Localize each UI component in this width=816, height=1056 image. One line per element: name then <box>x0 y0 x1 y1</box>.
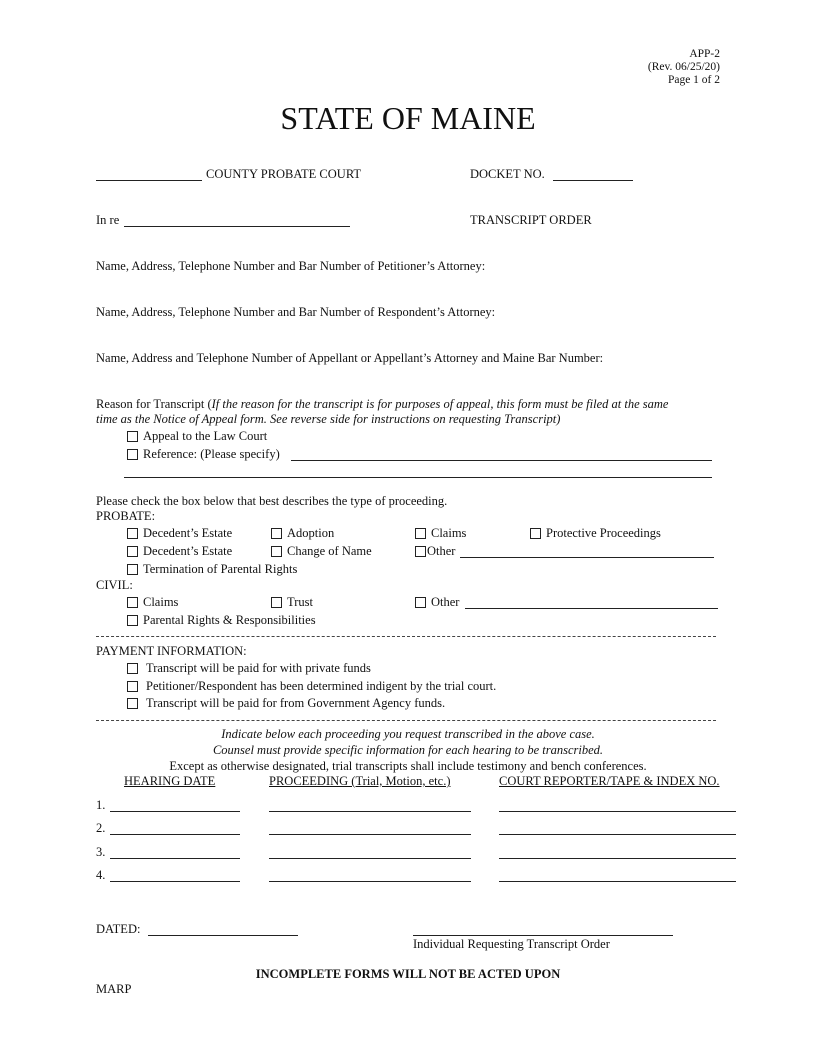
parental-rights-label: Parental Rights & Responsibilities <box>143 613 316 627</box>
docket-field[interactable] <box>553 180 633 181</box>
section-divider-2 <box>96 720 716 721</box>
payment-government-checkbox[interactable] <box>127 698 138 709</box>
hearing-reporter-field[interactable] <box>499 811 736 812</box>
hearing-date-field[interactable] <box>110 858 240 859</box>
revision-date: (Rev. 06/25/20) <box>647 61 720 73</box>
civil-other-label: Other <box>431 595 460 609</box>
section-divider-1 <box>96 636 716 637</box>
form-header-info <box>648 48 720 87</box>
probate-other-checkbox[interactable] <box>415 546 426 557</box>
transcript-order-label: TRANSCRIPT ORDER <box>470 213 592 227</box>
appeal-label: Appeal to the Law Court <box>143 429 268 443</box>
hearing-row-number: 4. <box>96 868 106 882</box>
proceeding-instruction: Please check the box below that best describes the type of proceeding. <box>96 494 448 508</box>
civil-other-checkbox[interactable] <box>415 597 426 608</box>
reference-field[interactable] <box>291 460 712 461</box>
reference-label: Reference: (Please specify) <box>143 447 280 461</box>
probate-adoption-checkbox[interactable] <box>271 528 282 539</box>
hearings-instruction-2: Counsel must provide specific information for each hearing to be transcribed. <box>212 743 604 757</box>
hearings-instruction-1: Indicate below each proceeding you request transcribed in the above case. <box>221 727 595 741</box>
appeal-checkbox[interactable] <box>127 431 138 442</box>
parental-rights-checkbox[interactable] <box>127 615 138 626</box>
hearing-proceeding-field[interactable] <box>269 834 471 835</box>
petitioner-attorney-label: Name, Address, Telephone Number and Bar Number of Petitioner’s Attorney: <box>96 259 486 273</box>
reason-line-1 <box>96 397 668 412</box>
probate-protective-checkbox[interactable] <box>530 528 541 539</box>
page-title: STATE OF MAINE <box>280 100 536 136</box>
hearing-row-number: 1. <box>96 798 106 812</box>
payment-indigent-checkbox[interactable] <box>127 681 138 692</box>
column-court-reporter: COURT REPORTER/TAPE & INDEX NO. <box>499 774 720 788</box>
hearing-reporter-field[interactable] <box>499 858 736 859</box>
reason-italic-1: If the reason for the transcript is for purposes of appeal, this form must be filed at the same <box>211 397 669 411</box>
hearing-reporter-field[interactable] <box>499 834 736 835</box>
probate-claims-label: Claims <box>431 526 467 540</box>
reason-italic-2: time as the Notice of Appeal form. See reverse side for instructions on requesting Transcript) <box>96 412 561 426</box>
payment-government-label: Transcript will be paid for from Government Agency funds. <box>146 696 446 710</box>
termination-label: Termination of Parental Rights <box>143 562 298 576</box>
probate-heading: PROBATE: <box>96 509 156 523</box>
civil-trust-label: Trust <box>287 595 313 609</box>
probate-decedent-estate-checkbox-2[interactable] <box>127 546 138 557</box>
page-number: Page 1 of 2 <box>667 74 720 86</box>
probate-adoption-label: Adoption <box>287 526 335 540</box>
in-re-label: In re <box>96 213 120 227</box>
probate-decedent-estate-label-2: Decedent’s Estate <box>143 544 233 558</box>
civil-trust-checkbox[interactable] <box>271 597 282 608</box>
docket-label: DOCKET NO. <box>470 167 545 181</box>
dated-field[interactable] <box>148 935 298 936</box>
signature-field[interactable] <box>413 935 673 936</box>
payment-indigent-label: Petitioner/Respondent has been determined indigent by the trial court. <box>146 679 497 693</box>
appellant-label: Name, Address and Telephone Number of Appellant or Appellant’s Attorney and Maine Bar Number: <box>96 351 604 365</box>
payment-private-label: Transcript will be paid for with private funds <box>146 661 371 675</box>
hearing-date-field[interactable] <box>110 881 240 882</box>
probate-other-field[interactable] <box>460 557 714 558</box>
hearings-note: Except as otherwise designated, trial transcripts shall include testimony and bench conferences. <box>169 759 647 773</box>
incomplete-warning: INCOMPLETE FORMS WILL NOT BE ACTED UPON <box>255 967 561 981</box>
probate-other-label: Other <box>427 544 456 558</box>
reference-checkbox[interactable] <box>127 449 138 460</box>
payment-heading: PAYMENT INFORMATION: <box>96 644 247 658</box>
footer-code: MARP <box>96 982 132 996</box>
respondent-attorney-label: Name, Address, Telephone Number and Bar Number of Respondent’s Attorney: <box>96 305 496 319</box>
probate-claims-checkbox[interactable] <box>415 528 426 539</box>
civil-other-field[interactable] <box>465 608 718 609</box>
column-proceeding: PROCEEDING (Trial, Motion, etc.) <box>269 774 451 788</box>
reason-label: Reason for Transcript ( <box>96 397 212 411</box>
column-hearing-date: HEARING DATE <box>124 774 216 788</box>
termination-checkbox[interactable] <box>127 564 138 575</box>
county-field[interactable] <box>96 180 202 181</box>
payment-private-checkbox[interactable] <box>127 663 138 674</box>
hearing-date-field[interactable] <box>110 834 240 835</box>
probate-change-of-name-label: Change of Name <box>287 544 372 558</box>
county-court-label: COUNTY PROBATE COURT <box>206 167 362 181</box>
form-code: APP-2 <box>689 48 720 60</box>
probate-change-of-name-checkbox[interactable] <box>271 546 282 557</box>
dated-label: DATED: <box>96 922 141 936</box>
probate-decedent-estate-checkbox-1[interactable] <box>127 528 138 539</box>
civil-heading: CIVIL: <box>96 578 133 592</box>
hearing-proceeding-field[interactable] <box>269 811 471 812</box>
probate-protective-label: Protective Proceedings <box>546 526 661 540</box>
probate-decedent-estate-label-1: Decedent’s Estate <box>143 526 233 540</box>
reference-field-line-2[interactable] <box>124 477 712 478</box>
hearing-row-number: 2. <box>96 821 106 835</box>
hearing-proceeding-field[interactable] <box>269 881 471 882</box>
hearing-row-number: 3. <box>96 845 106 859</box>
signature-label: Individual Requesting Transcript Order <box>413 937 610 951</box>
hearing-proceeding-field[interactable] <box>269 858 471 859</box>
hearing-reporter-field[interactable] <box>499 881 736 882</box>
hearing-date-field[interactable] <box>110 811 240 812</box>
in-re-field[interactable] <box>124 226 350 227</box>
civil-claims-label: Claims <box>143 595 179 609</box>
civil-claims-checkbox[interactable] <box>127 597 138 608</box>
